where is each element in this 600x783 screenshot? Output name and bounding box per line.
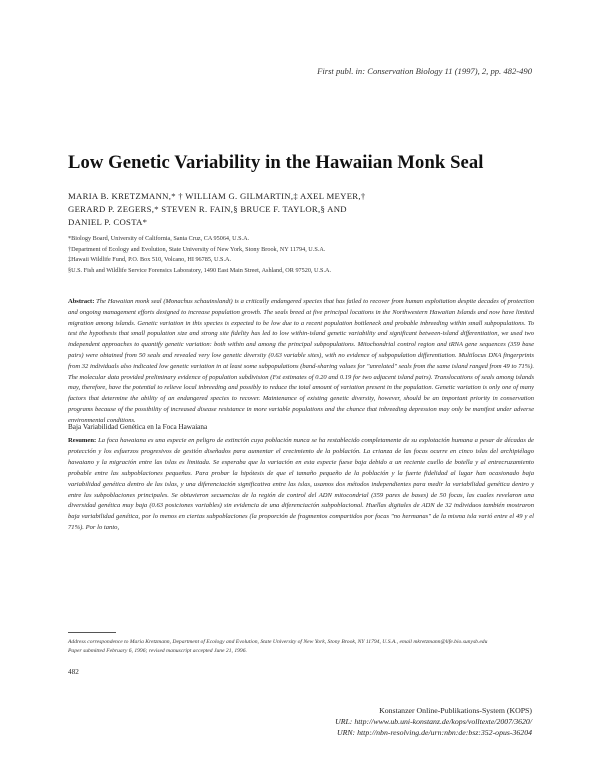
author-line: DANIEL P. COSTA* <box>68 217 148 228</box>
submission-note: Paper submitted February 6, 1996; revised manuscript accepted June 21, 1996. <box>68 647 247 654</box>
page-number: 482 <box>68 668 79 676</box>
kops-heading: Konstanzer Online-Publikations-System (KOPS) <box>379 706 532 715</box>
footnotes <box>68 638 534 655</box>
footnote-divider <box>68 632 116 633</box>
abstract-text: The Hawaiian monk seal (Monachus schauinslandi) is a critically endangered species that has failed to recover from human exploitation despite decades of protection and ongoing management efforts designed to increase population growth. The seals breed at five principal locations in the Northwestern Hawaiian Islands and now have limited migration among islands. Genetic variation in this species is expected to be low due to a recent population bottleneck and probable inbreeding within small subpopulations. To test the hypothesis that small population size and strong site fidelity has led to low within-island genetic variability and significant between-island differentiation, we used two independent approaches to quantify genetic variation: both within and among the principal subpopulations. Mitochondrial control region and tRNA gene sequences (359 base pairs) were obtained from 50 seals and revealed very low genetic diversity (0.63 variable sites), with no evidence of subpopulation differentiation. Multilocus DNA fingerprints from 32 individuals also indicated low genetic variation in at least some subpopulations (band-sharing values for "unrelated" seals from the same island ranged from 49 to 71%). The molecular data provided preliminary evidence of population subdivision (Fst estimates of 0.20 and 0.19 for two adjacent island pairs). Translocations of seals among islands may, therefore, have the potential to relieve local inbreeding and possibly to reduce the total amount of variation present in the population. Genetic variation is only one of many factors that determine the ability of an endangered species to recover. Maintenance of existing genetic diversity, however, should be an important priority in conservation programs because of the possibility of increased disease resistance in more variable populations and the chance that inbreeding depression may only be manifest under adverse environmental conditions. <box>68 298 534 424</box>
affiliation-line: †Department of Ecology and Evolution, State University of New York, Stony Brook, NY 11794, U.S.A. <box>68 245 326 253</box>
abstract-label: Abstract: <box>68 298 95 305</box>
resumen-text: La foca hawaiana es una especie en peligro de extinción cuya población nunca se ha restablecido completamente de su explotación humana a pesar de décadas de protección y los esfuerzos progresivos de gestión diseñados para aumentar el crecimiento de la población. La crianza de las focas ocurre en cinco islas del archipiélago hawaiano y la migración entre las islas es limitada. Se esperaba que la variación en esta especie fuese baja debido a un reciente cuello de botella y al entrecruzamiento probable entre las subpoblaciones pequeñas. Para probar la hipótesis de que el tamaño pequeño de la población y la fuerte fidelidad al lugar han ocasionado baja variabilidad genética dentro de las islas, y una diferenciación significativa entre las islas, usamos dos métodos independientes para medir la variabilidad genética dentro y entre las subpoblaciones principales. Se obtuvieron secuencias de la región de control del ADN mitocondrial (359 pares de bases) de 50 focas, las cuales revelaron una diversidad genética muy baja (0.63 posiciones variables) sin evidencia de una diferenciación subpoblacional. Huellas digitales de ADN de 32 individuos también mostraron baja variabilidad genética, por lo menos en ciertas subpoblaciones (la proporción de fragmentos compartidos por focas "no hermanas" de la misma isla varió entre el 49 y el 71%). Por lo tanto, <box>68 437 534 532</box>
abstract <box>68 297 534 427</box>
resumen-label: Resumen: <box>68 437 97 444</box>
publication-note: First publ. in: Conservation Biology 11 (1997), 2, pp. 482-490 <box>317 66 532 76</box>
affiliation-line: *Biology Board, University of California, Santa Cruz, CA 95064, U.S.A. <box>68 235 250 242</box>
kops-url-link[interactable] <box>300 717 532 728</box>
kops-urn[interactable]: URN: http://nbn-resolving.de/urn:nbn:de:bsz:352-opus-36204 <box>336 727 532 737</box>
author-list <box>68 190 538 230</box>
repository-stamp <box>300 706 532 738</box>
resumen <box>68 436 534 534</box>
kops-url[interactable]: URL: http://www.ub.uni-konstanz.de/kops/volltexte/2007/3620/ <box>335 716 532 726</box>
spanish-title: Baja Variabilidad Genética en la Foca Hawaiana <box>68 423 208 431</box>
kops-urn-link[interactable] <box>300 728 532 739</box>
affiliation-line: §U.S. Fish and Wildlife Service Forensics Laboratory, 1490 East Main Street, Ashland, OR 97520, U.S.A. <box>68 266 332 274</box>
affiliations <box>68 234 538 276</box>
author-line: GERARD P. ZEGERS,* STEVEN R. FAIN,§ BRUCE F. TAYLOR,§ AND <box>68 204 347 215</box>
correspondence-note: Address correspondence to Maria Kretzmann, Department of Ecology and Evolution, State University of New York, Stony Brook, NY 11794, U.S.A., email mkretzmann@life.bio.sunysb.edu <box>68 639 488 645</box>
author-line: MARIA B. KRETZMANN,* † WILLIAM G. GILMARTIN,‡ AXEL MEYER,† <box>68 191 366 201</box>
affiliation-line: ‡Hawaii Wildlife Fund, P.O. Box 510, Volcano, HI 96785, U.S.A. <box>68 256 232 263</box>
article-title: Low Genetic Variability in the Hawaiian Monk Seal <box>68 152 484 173</box>
